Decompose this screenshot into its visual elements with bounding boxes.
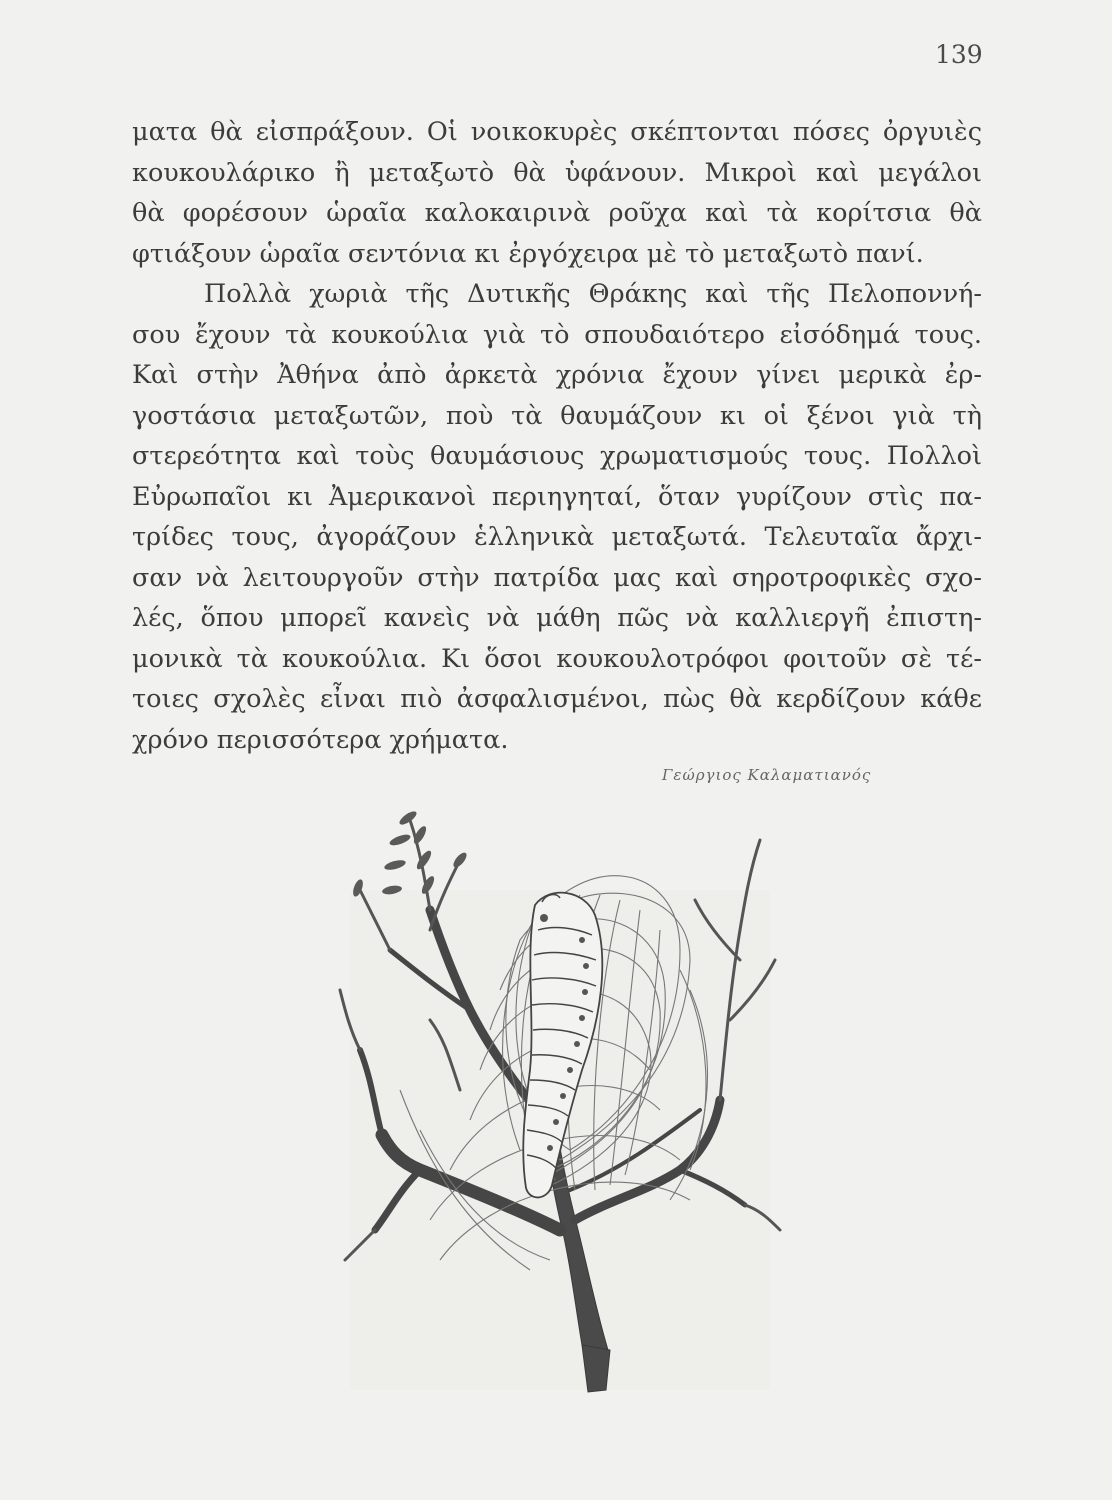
text-line: τρίδες τους, ἀγοράζουν ἑλληνικὰ μεταξωτά. Τελευταῖα ἄρχι- (132, 522, 982, 552)
page-number: 139 (935, 40, 983, 69)
text-line: σαν νὰ λειτουργοῦν στὴν πατρίδα μας καὶ σηροτροφικὲς σχο- (132, 562, 982, 593)
text-line: χρόνο περισσότερα χρήματα. (132, 724, 509, 755)
text-line: τοιες σχολὲς εἶναι πιὸ ἀσφαλισμένοι, πὼς θὰ κερδίζουν κάθε (132, 684, 982, 714)
text-line: θὰ φορέσουν ὡραῖα καλοκαιρινὰ ροῦχα καὶ τὰ κορίτσια θὰ (132, 198, 982, 228)
author-signature: Γεώργιος Καλαματιανός (662, 766, 872, 784)
text-line: Καὶ στὴν Ἀθήνα ἀπὸ ἀρκετὰ χρόνια ἔχουν γίνει μερικὰ ἐρ- (132, 360, 982, 390)
text-line: φτιάξουν ὡραῖα σεντόνια κι ἐργόχειρα μὲ τὸ μεταξωτὸ πανί. (132, 238, 924, 269)
text-line: μονικὰ τὰ κουκούλια. Κι ὅσοι κουκουλοτρόφοι φοιτοῦν σὲ τέ- (132, 643, 982, 674)
body-text (132, 112, 982, 760)
text-line: Εὐρωπαῖοι κι Ἀμερικανοὶ περιηγηταί, ὅταν γυρίζουν στὶς πα- (132, 481, 982, 512)
text-line: στερεότητα καὶ τοὺς θαυμάσιους χρωματισμούς τους. Πολλοὶ (132, 441, 982, 471)
text-line: Πολλὰ χωριὰ τῆς Δυτικῆς Θράκης καὶ τῆς Πελοποννή- (204, 279, 982, 309)
silkworm-cocoon-illustration (320, 790, 790, 1405)
text-line: ματα θὰ εἰσπράξουν. Οἱ νοικοκυρὲς σκέπτονται πόσες ὀργυιὲς (132, 117, 982, 147)
text-line: γοστάσια μεταξωτῶν, ποὺ τὰ θαυμάζουν κι οἱ ξένοι γιὰ τὴ (132, 400, 982, 431)
text-line: σου ἔχουν τὰ κουκούλια γιὰ τὸ σπουδαιότερο εἰσόδημά τους. (132, 319, 982, 350)
text-line: κουκουλάρικο ἢ μεταξωτὸ θὰ ὑφάνουν. Μικροὶ καὶ μεγάλοι (132, 157, 982, 188)
text-line: λές, ὅπου μπορεῖ κανεὶς νὰ μάθη πῶς νὰ καλλιεργῆ ἐπιστη- (132, 603, 982, 633)
